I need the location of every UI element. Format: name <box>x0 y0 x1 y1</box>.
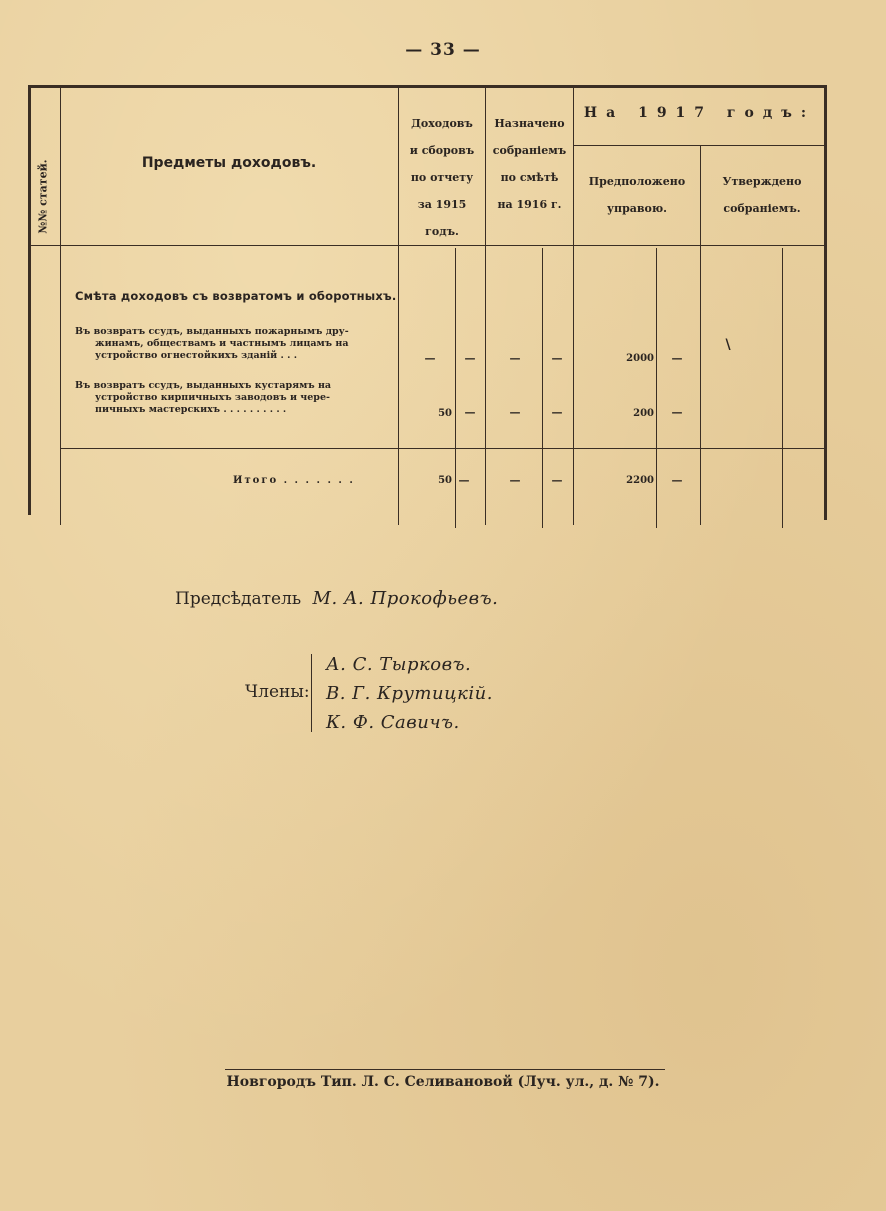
total-1917-value: 2200 <box>626 475 654 486</box>
rule-1917-kop <box>656 248 657 528</box>
rule-after-subject <box>398 85 399 525</box>
table-row: Въ возвратъ ссудъ, выданныхъ пожарнымъ дру- жинамъ, обществамъ и частнымъ лицамъ на устройство огнестойкихъ зданій . . . <box>75 326 349 361</box>
col-1917-header: На 1917 годъ: <box>583 105 816 121</box>
row2-1917-value: 200 <box>633 408 654 419</box>
total-1917-kop: — <box>671 474 683 487</box>
table-row: Въ возвратъ ссудъ, выданныхъ кустарямъ на устройство кирпичныхъ заводовъ и чере- пичныхъ мастерскихъ . . . . . . . . . . <box>75 380 332 415</box>
col-subject-header: Предметы доходовъ. <box>141 155 317 171</box>
row2-1915-kop: — <box>464 406 476 419</box>
row1-1916-kop: — <box>551 352 563 365</box>
col-approved-header: Утверждено собраніемъ. <box>722 175 802 215</box>
rule-approved-kop <box>782 248 783 528</box>
total-1916-kop: — <box>551 474 563 487</box>
rule-after-proposed <box>700 145 701 525</box>
col-proposed-header: Предположено управою. <box>588 175 686 215</box>
page-number: — 33 — <box>405 40 481 60</box>
total-label: Итого . . . . . . . <box>233 475 355 486</box>
table-top-rule <box>28 85 826 88</box>
printer-imprint: Новгородъ Тип. Л. С. Селивановой (Луч. ул., д. № 7). <box>226 1074 660 1090</box>
members-list: А. С. Тырковъ. В. Г. Крутицкій. К. Ф. Савичъ. <box>326 654 493 733</box>
rule-after-1916 <box>573 85 574 525</box>
row2-1916-value: — <box>509 406 521 419</box>
table-right-rule <box>824 85 827 520</box>
footer-rule <box>225 1069 665 1070</box>
col-number-header: №№ статей. <box>36 159 50 234</box>
col-1916-header: Назначено собраніемъ по смѣтѣ на 1916 г. <box>492 117 567 211</box>
row1-1915-value: — <box>424 352 436 365</box>
members-label: Члены: <box>245 682 310 702</box>
row1-1917-value: 2000 <box>626 353 654 364</box>
rule-after-num <box>60 85 61 525</box>
chair-signature: Предсѣдатель М. А. Прокофьевъ. <box>175 588 499 609</box>
members-brace <box>311 654 312 732</box>
rule-1916-kop <box>542 248 543 528</box>
total-rule <box>60 448 826 449</box>
row2-1916-kop: — <box>551 406 563 419</box>
row1-1915-kop: — <box>464 352 476 365</box>
approved-mark: \ <box>725 337 731 353</box>
table-left-rule <box>28 85 31 515</box>
rule-after-1915 <box>485 85 486 525</box>
row1-1917-kop: — <box>671 352 683 365</box>
row1-1916-value: — <box>509 352 521 365</box>
section-title: Смѣта доходовъ съ возвратомъ и оборотныхъ. <box>75 289 397 303</box>
total-1915-kop: — <box>458 474 470 487</box>
total-1915-value: 50 <box>438 475 452 486</box>
total-1916-value: — <box>509 474 521 487</box>
col-1915-header: Доходовъ и сборовъ по отчету за 1915 годъ. <box>409 117 475 238</box>
row2-1917-kop: — <box>671 406 683 419</box>
row2-1915-value: 50 <box>438 408 452 419</box>
header-bottom-rule <box>28 245 826 246</box>
